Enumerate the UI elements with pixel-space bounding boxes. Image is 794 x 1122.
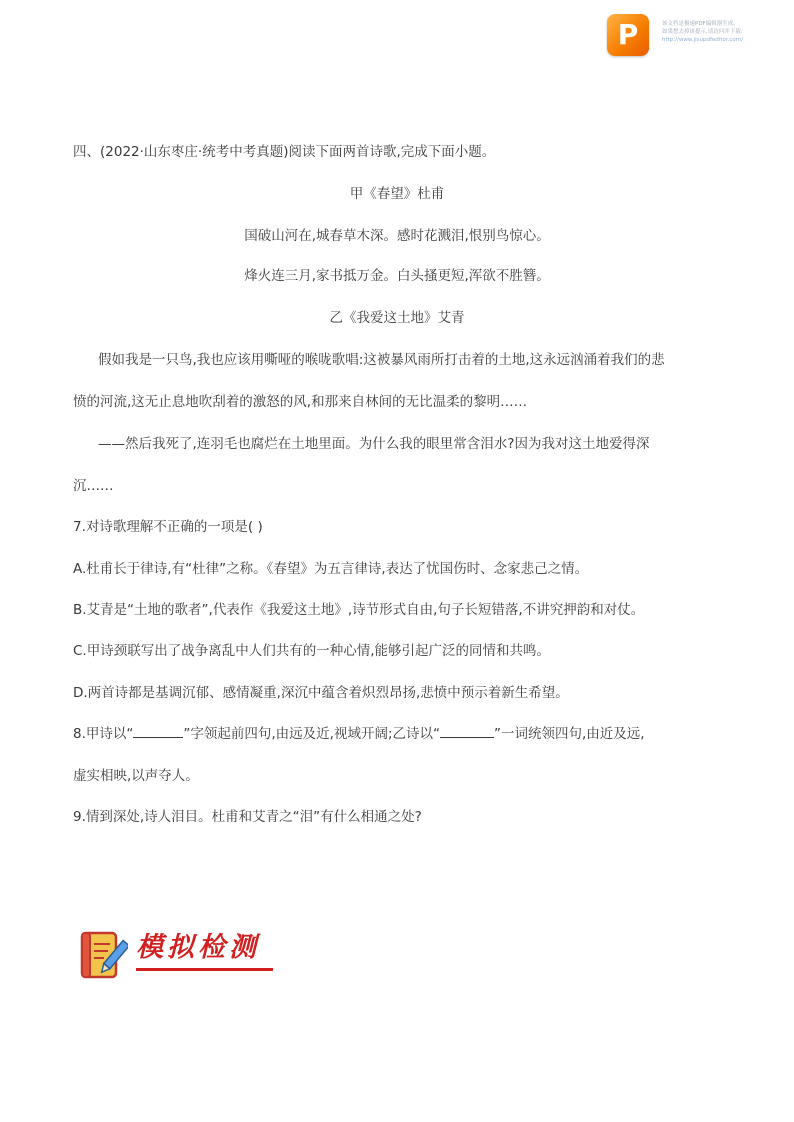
q7-option-c: C.甲诗颈联写出了战争离乱中人们共有的一种心情,能够引起广泛的同情和共鸣。 xyxy=(73,643,551,659)
poem2-p1-line-1: 假如我是一只鸟,我也应该用嘶哑的喉咙歌唱:这被暴风雨所打击着的土地,这永远汹涌着我们的悲 xyxy=(98,352,665,368)
poem1-line-2: 烽火连三月,家书抵万金。白头搔更短,浑欲不胜簪。 xyxy=(244,268,550,284)
q8-part-1: 8.甲诗以“ xyxy=(73,726,134,742)
q8-blank-2[interactable] xyxy=(440,725,494,738)
q7-option-d: D.两首诗都是基调沉郁、感情凝重,深沉中蕴含着炽烈昂扬,悲愤中预示着新生希望。 xyxy=(73,685,569,701)
question-header: 四、(2022·山东枣庄·统考中考真题)阅读下面两首诗歌,完成下面小题。 xyxy=(73,144,496,160)
poem2-p2-line-1: ——然后我死了,连羽毛也腐烂在土地里面。为什么我的眼里常含泪水?因为我对这土地爱得深 xyxy=(98,436,650,452)
section-title-underline xyxy=(136,968,273,971)
q7-stem: 7.对诗歌理解不正确的一项是( ) xyxy=(73,519,263,535)
poem2-p1-line-2: 愤的河流,这无止息地吹刮着的激怒的风,和那来自林间的无比温柔的黎明…… xyxy=(73,394,528,410)
q8-part-2: ”字领起前四句,由远及近,视域开阔;乙诗以“ xyxy=(183,726,440,742)
watermark-line-1: 该文档是极速PDF编辑器生成, xyxy=(662,21,735,27)
q8-part-3: ”一词统领四句,由近及远, xyxy=(494,726,645,742)
poem2-title: 乙《我爱这土地》艾青 xyxy=(329,310,465,326)
q8-line-2: 虚实相映,以声夺人。 xyxy=(73,768,199,784)
section-title: 模拟检测 xyxy=(136,932,260,963)
q7-option-b: B.艾青是“土地的歌者”,代表作《我爱这土地》,诗节形式自由,句子长短错落,不讲究押韵和对仗。 xyxy=(73,602,645,618)
watermark-text xyxy=(662,20,743,44)
poem2-p2-line-2: 沉…… xyxy=(73,478,114,494)
pdf-editor-logo xyxy=(607,14,649,56)
q8-blank-1[interactable] xyxy=(133,725,183,738)
q9-stem: 9.情到深处,诗人泪目。杜甫和艾青之“泪”有什么相通之处? xyxy=(73,809,422,825)
poem1-line-1: 国破山河在,城春草木深。感时花溅泪,恨别鸟惊心。 xyxy=(244,228,550,244)
watermark-line-2: 如果想去掉该提示,请访问并下载: xyxy=(662,29,743,35)
q7-option-a: A.杜甫长于律诗,有“杜律”之称。《春望》为五言律诗,表达了忧国伤时、念家悲己之情。 xyxy=(73,561,589,577)
q8-line-1 xyxy=(73,724,645,744)
watermark-url[interactable]: http://www.jisupdfeditor.com/ xyxy=(662,37,743,43)
notebook-pencil-icon xyxy=(78,930,128,980)
logo-letter: P xyxy=(617,18,639,51)
poem1-title: 甲《春望》杜甫 xyxy=(349,186,445,202)
